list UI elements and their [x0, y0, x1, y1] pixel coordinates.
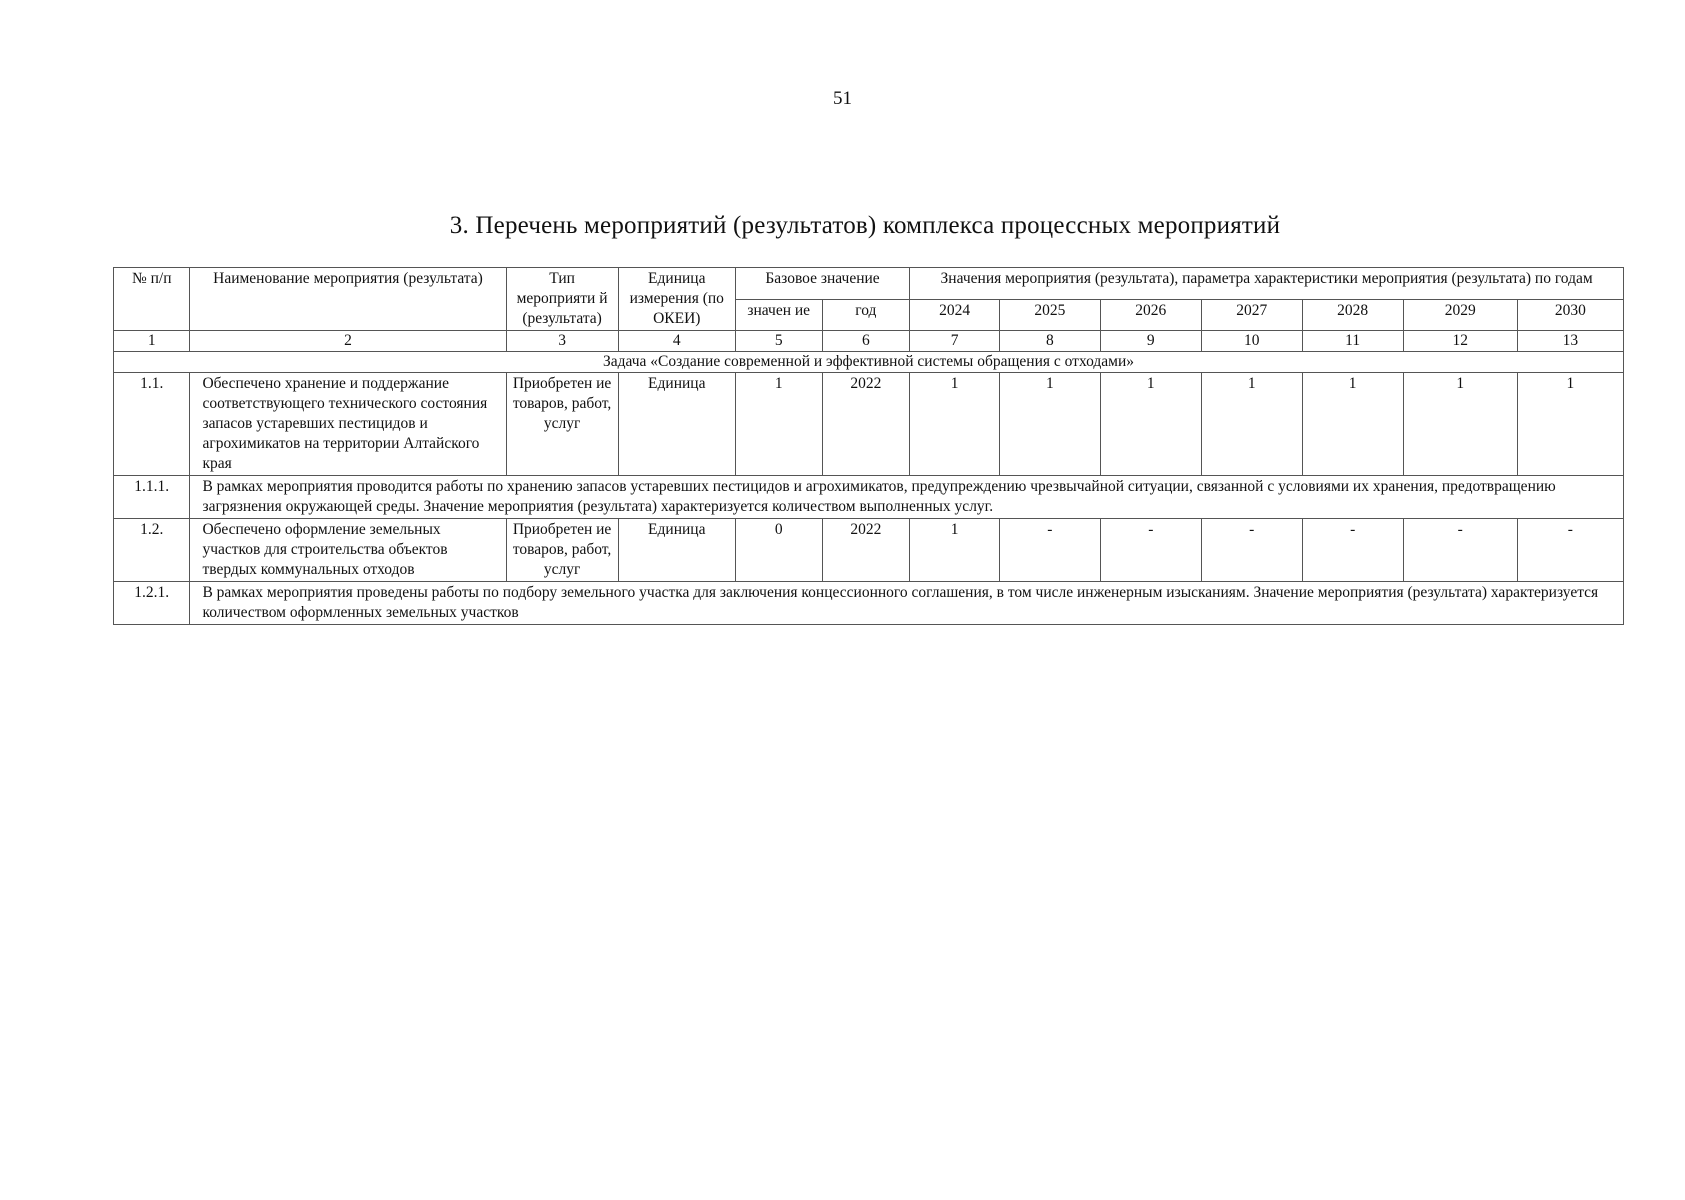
column-number: 1 — [114, 331, 190, 352]
row-year-value: - — [1201, 519, 1302, 582]
header-name: Наименование мероприятия (результата) — [190, 268, 506, 331]
column-number: 4 — [618, 331, 735, 352]
row-year-value: 1 — [910, 373, 1000, 476]
column-number: 11 — [1302, 331, 1403, 352]
header-unit: Единица измерения (по ОКЕИ) — [618, 268, 735, 331]
row-year-value: - — [1517, 519, 1623, 582]
row-type: Приобретен ие товаров, работ, услуг — [506, 519, 618, 582]
page-number: 51 — [833, 88, 852, 109]
header-year: 2027 — [1201, 299, 1302, 331]
header-base-value: значен ие — [735, 299, 822, 331]
row-num: 1.2.1. — [114, 582, 190, 625]
column-number: 12 — [1403, 331, 1517, 352]
header-base: Базовое значение — [735, 268, 909, 300]
header-type: Тип мероприяти й (результата) — [506, 268, 618, 331]
description-row — [114, 582, 1624, 625]
header-year: 2030 — [1517, 299, 1623, 331]
table-row — [114, 519, 1624, 582]
row-year-value: - — [1100, 519, 1201, 582]
row-base-year: 2022 — [822, 519, 910, 582]
events-table — [113, 267, 1624, 625]
row-year-value: - — [999, 519, 1100, 582]
row-unit: Единица — [618, 519, 735, 582]
column-number: 13 — [1517, 331, 1623, 352]
row-name: Обеспечено оформление земельных участков для строительства объектов твердых коммунальных отходов — [190, 519, 506, 582]
column-number: 3 — [506, 331, 618, 352]
header-row-1 — [114, 268, 1624, 300]
row-year-value: 1 — [1517, 373, 1623, 476]
column-number: 8 — [999, 331, 1100, 352]
row-base-year: 2022 — [822, 373, 910, 476]
row-year-value: 1 — [910, 519, 1000, 582]
column-number-row — [114, 331, 1624, 352]
row-description: В рамках мероприятия проведены работы по подбору земельного участка для заключения концессионного соглашения, в том числе инженерным изысканиям. Значение мероприятия (результата) характеризуется количеством оформленных земельных участков — [190, 582, 1624, 625]
row-num: 1.1. — [114, 373, 190, 476]
row-num: 1.2. — [114, 519, 190, 582]
row-num: 1.1.1. — [114, 476, 190, 519]
header-year: 2029 — [1403, 299, 1517, 331]
row-year-value: 1 — [1403, 373, 1517, 476]
row-year-value: 1 — [1302, 373, 1403, 476]
header-year: 2026 — [1100, 299, 1201, 331]
row-type: Приобретен ие товаров, работ, услуг — [506, 373, 618, 476]
column-number: 6 — [822, 331, 910, 352]
row-description: В рамках мероприятия проводится работы по хранению запасов устаревших пестицидов и агрохимикатов, предупреждению чрезвычайной ситуации, связанной с условиями их хранения, предотвращению загрязнения окружающей среды. Значение мероприятия (результата) характеризуется количеством выполненных услуг. — [190, 476, 1624, 519]
row-year-value: - — [1302, 519, 1403, 582]
row-base-value: 0 — [735, 519, 822, 582]
column-number: 5 — [735, 331, 822, 352]
task-row — [114, 352, 1624, 373]
header-num: № п/п — [114, 268, 190, 331]
header-values-by-year: Значения мероприятия (результата), параметра характеристики мероприятия (результата) по годам — [910, 268, 1624, 300]
header-year: 2024 — [910, 299, 1000, 331]
header-year: 2025 — [999, 299, 1100, 331]
table-row — [114, 373, 1624, 476]
column-number: 9 — [1100, 331, 1201, 352]
row-unit: Единица — [618, 373, 735, 476]
task-title: Задача «Создание современной и эффективной системы обращения с отходами» — [114, 352, 1624, 373]
column-number: 2 — [190, 331, 506, 352]
column-number: 10 — [1201, 331, 1302, 352]
header-base-year: год — [822, 299, 910, 331]
page-title: 3. Перечень мероприятий (результатов) комплекса процессных мероприятий — [449, 212, 1281, 239]
row-base-value: 1 — [735, 373, 822, 476]
row-year-value: 1 — [1201, 373, 1302, 476]
row-year-value: 1 — [999, 373, 1100, 476]
column-number: 7 — [910, 331, 1000, 352]
row-name: Обеспечено хранение и поддержание соответствующего технического состояния запасов устаревших пестицидов и агрохимикатов на территории Алтайского края — [190, 373, 506, 476]
row-year-value: 1 — [1100, 373, 1201, 476]
description-row — [114, 476, 1624, 519]
header-year: 2028 — [1302, 299, 1403, 331]
row-year-value: - — [1403, 519, 1517, 582]
